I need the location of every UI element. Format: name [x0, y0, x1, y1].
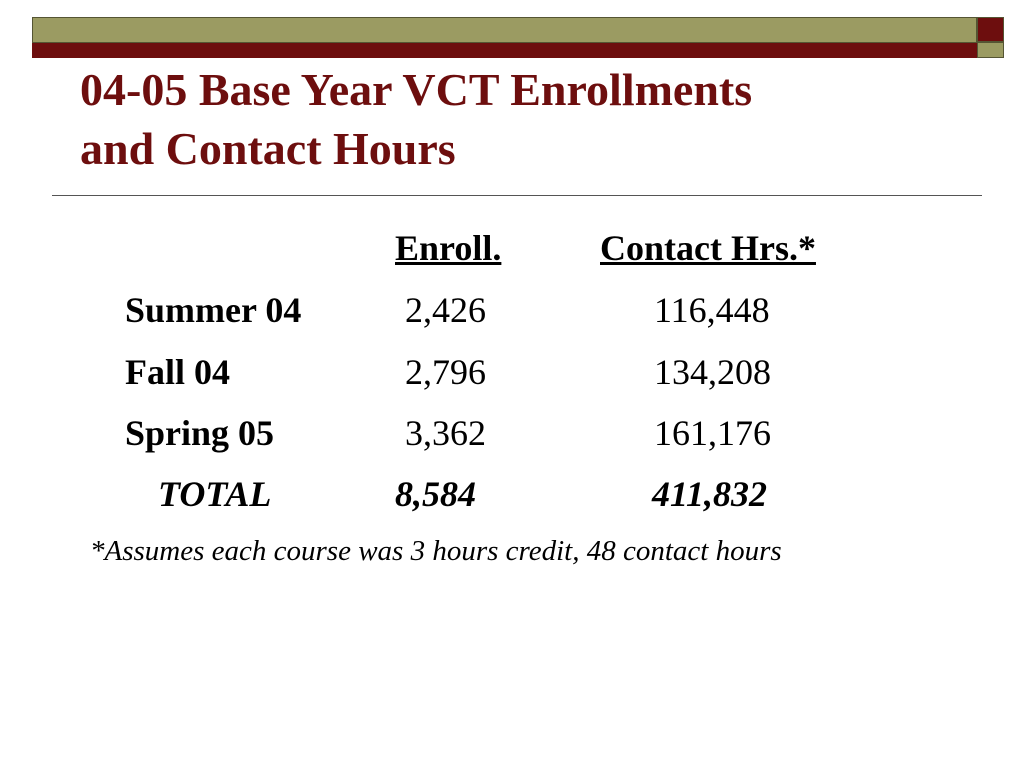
title-divider [52, 195, 982, 196]
row-term: Summer 04 [125, 290, 302, 330]
row-term: Fall 04 [125, 352, 230, 392]
row-contact-hours: 116,448 [654, 290, 770, 330]
total-enroll: 8,584 [395, 474, 476, 514]
slide-title [80, 60, 940, 178]
footnote: *Assumes each course was 3 hours credit, 48 contact hours [90, 535, 782, 567]
header-contact-hours: Contact Hrs.* [600, 228, 816, 268]
row-term: Spring 05 [125, 413, 275, 453]
header-decoration-square-olive [977, 42, 1004, 58]
row-enroll: 2,426 [405, 290, 486, 330]
header-decoration-olive-band [32, 17, 977, 43]
row-contact-hours: 161,176 [654, 413, 771, 453]
header-decoration-bar [32, 17, 977, 58]
header-decoration-square-maroon [977, 17, 1004, 42]
slide-title-line-2: and Contact Hours [80, 123, 456, 174]
row-enroll: 3,362 [405, 413, 486, 453]
total-contact-hours: 411,832 [652, 474, 768, 514]
slide-title-line-1: 04-05 Base Year VCT Enrollments [80, 64, 753, 115]
header-enroll: Enroll. [395, 228, 502, 268]
row-enroll: 2,796 [405, 352, 486, 392]
row-contact-hours: 134,208 [654, 352, 771, 392]
total-label: TOTAL [158, 474, 272, 514]
